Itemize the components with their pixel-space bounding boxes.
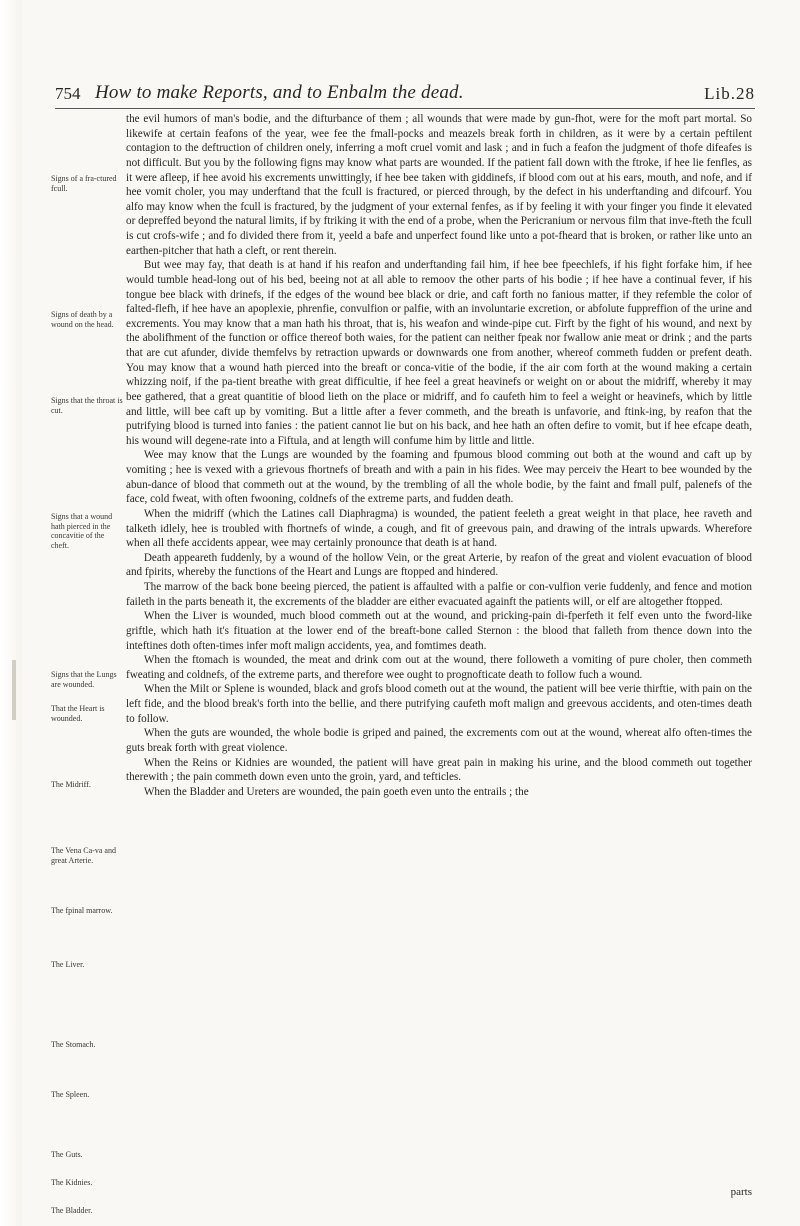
page-header	[55, 82, 755, 109]
paragraph: When the Milt or Splene is wounded, black and grofs blood cometh out at the wound, the patient will bee verie thirftie, with pain on the left fide, and the blood break's forth into the bellie, and there putrifying caufeth moft malign and greevous accidents, and oten-times death to follow.	[126, 683, 752, 725]
marginal-note: That the Heart is wounded.	[51, 704, 105, 723]
marginal-note: The Stomach.	[51, 1040, 96, 1049]
paragraph: the evil humors of man's bodie, and the difturbance of them ; all wounds that were made by gun-fhot, were for the moft part mortal. So likewife at certain feafons of the year, wee fee the fmall-pocks and meazels break forth in children, as it were by a certain peftilent contagion to the deftruction of children onely, inferring a moft cruel vomit and lask ; and in fuch a feafon the judgment of thofe difeafes is not difficult. But you by the following figns may know what parts are wounded. If the patient fall down with the ftroke, if hee lie fenfles, as it were afleep, if hee avoid his excrements unwittingly, if hee bee taken with giddinefs, if blood com out at his ears, mouth, and nofe, and if hee vomit choler, you may underftand that the fcull is fractured, or pierced through, by the defect in his underftanding and difcourf. You alfo may know when the fcull is fractured, by the judgment of your external fenfes, as if by feeling it with your finger you finde it elevated or depreffed beyond the natural limits, if by ftriking it with the end of a probe, when the Pericranium or nervous film that inve-fteth the fcull is cut crofs-wife ; and fo divided there from it, yeeld a bafe and unperfect found like unto a pot-fheard that is broken, or rather like unto an earthen-pitcher that hath a cleft, or rent therein.	[126, 113, 752, 257]
marginal-note: The Guts.	[51, 1150, 83, 1159]
marginal-note: Signs that the Lungs are wounded.	[51, 670, 117, 689]
paragraph: When the Liver is wounded, much blood commeth out at the wound, and pricking-pain di-fperfeth it felf even unto the fword-like griftle, which hath it's fituation at the lower end of the breaft-bone called Sternon : the blood that falleth from thence down into the inteftines doth often-times infer moft malign accidents, yea, and fomtimes death.	[126, 610, 752, 652]
marginal-note: The Bladder.	[51, 1206, 93, 1215]
marginal-note: The Liver.	[51, 960, 85, 969]
marginal-note: The Spleen.	[51, 1090, 90, 1099]
page-number: 754	[55, 84, 81, 103]
marginal-note: Signs of death by a wound on the head.	[51, 310, 114, 329]
marginal-note: Signs that the throat is cut.	[51, 396, 123, 415]
paragraph: When the Bladder and Ureters are wounded, the pain goeth even unto the entrails ; the	[143, 785, 529, 798]
paragraph: The marrow of the back bone beeing pierced, the patient is affaulted with a palfie or con-vulfion verie fuddenly, and fence and motion faileth in the parts beneath it, the excrements of the bladder are either evacuated againft the patients will, or elf are altogether ftopped.	[126, 581, 752, 608]
marginal-note: The Midriff.	[51, 780, 91, 789]
paragraph: Death appeareth fuddenly, by a wound of the hollow Vein, or the great Arterie, by reafon of the great and violent evacuation of blood and fpirits, whereby the functions of the Heart and Lungs are ftopped and hindered.	[126, 551, 752, 579]
book-reference: Lib.28	[704, 84, 755, 103]
marginal-note: The Kidnies.	[51, 1178, 93, 1187]
body-text	[126, 112, 752, 799]
paragraph: Wee may know that the Lungs are wounded by the foaming and fpumous blood comming out both at the wound and caft up by vomiting ; hee is vexed with a grievous fhortnefs of breath and with a pain in his fides. Wee may perceiv the Heart to bee wounded by the abun-dance of blood that commeth out at the wound, by the trembling of all the whole bodie, by the faint and fmall pulf, palenefs of the face, cold fweat, with often fwooning, coldnefs of the extreme parts, and fudden death.	[126, 449, 752, 506]
marginal-note: Signs that a wound hath pierced in the concavitie of the cheft.	[51, 512, 113, 550]
running-title: How to make Reports, and to Enbalm the dead.	[95, 82, 464, 103]
marginal-note: The fpinal marrow.	[51, 906, 113, 915]
paragraph: When the ftomach is wounded, the meat and drink com out at the wound, there followeth a vomiting of pure choler, then commeth fweating and coldnefs, of the extreme parts, and therefore wee ought to prognofticate death to follow fuch a wound.	[126, 654, 752, 681]
marginal-note: Signs of a fra-ctured fcull.	[51, 174, 117, 193]
paragraph: When the midriff (which the Latines call Diaphragma) is wounded, the patient feeleth a great weight in that place, hee raveth and talketh idlely, hee is troubled with fhortnefs of winde, a cough, and fit of greevous pain, and drawing of the intrals upwards. Wherefore when all thefe accidents appear, wee may certainly pronounce that death is at hand.	[126, 507, 752, 550]
marginal-note: The Vena Ca-va and great Arterie.	[51, 846, 116, 865]
catchword: parts	[730, 1186, 752, 1198]
paragraph: When the Reins or Kidnies are wounded, the patient will have great pain in making his urine, and the blood commeth out together therewith ; the pain commeth down even unto the groin, yard, and tefticles.	[126, 756, 752, 784]
ink-mark	[12, 660, 16, 720]
paragraph: But wee may fay, that death is at hand if his reafon and underftanding fail him, if hee bee fpeechlefs, if his fight forfake him, if hee would tumble head-long out of his bed, beeing not at all able to remoov the other parts of his bodie ; if hee have a continual fever, if his tongue bee black with drinefs, if the edges of the wound bee black or drie, and caft forth no fanious matter, if they refemble the color of falted-flefh, if hee have an apoplexie, phrenfie, convulfion or palfie, with an involuntarie excretion, or abfolute fuppreffion of the urine and excrements. You may know that a man hath his throat, that is, his weafon and winde-pipe cut. Firft by the fight of his wound, and next by the abolifhment of the function or office thereof both waies, for the patient can neither fpeak nor fwallow anie meat or drink ; and the parts that are cut afunder, divide themfelvs by retraction upwards or downwards one from another, whereof commeth fudden or prefent death. You may know that a wound hath pierced into the breaft or conca-vitie of the bodie, if the air com forth at the wound making a certain whizzing noif, if the pa-tient breathe with great difficultie, if hee feel a great heavinefs or weight on or about the midriff, whereby it may bee gathered, that a great quantitie of blood lieth on the place or midriff, and fo caufeth him to feel a weight or heavinefs, which by little and little, will bee caft up by vomiting. But a little after a fever commeth, and the breath is unfavorie, and ftink-ing, by reafon that the putrifying blood is turned into fanies : the patient cannot lie but on his back, and hee hath an often defire to vomit, but if hee efcape death, his wound will degene-rate into a Fiftula, and at length will confume him by little and little.	[126, 259, 752, 447]
paragraph: When the guts are wounded, the whole bodie is griped and pained, the excrements com out at the wound, whereat alfo often-times the guts break forth with great violence.	[126, 727, 752, 754]
page-edge-shadow	[0, 0, 22, 1226]
